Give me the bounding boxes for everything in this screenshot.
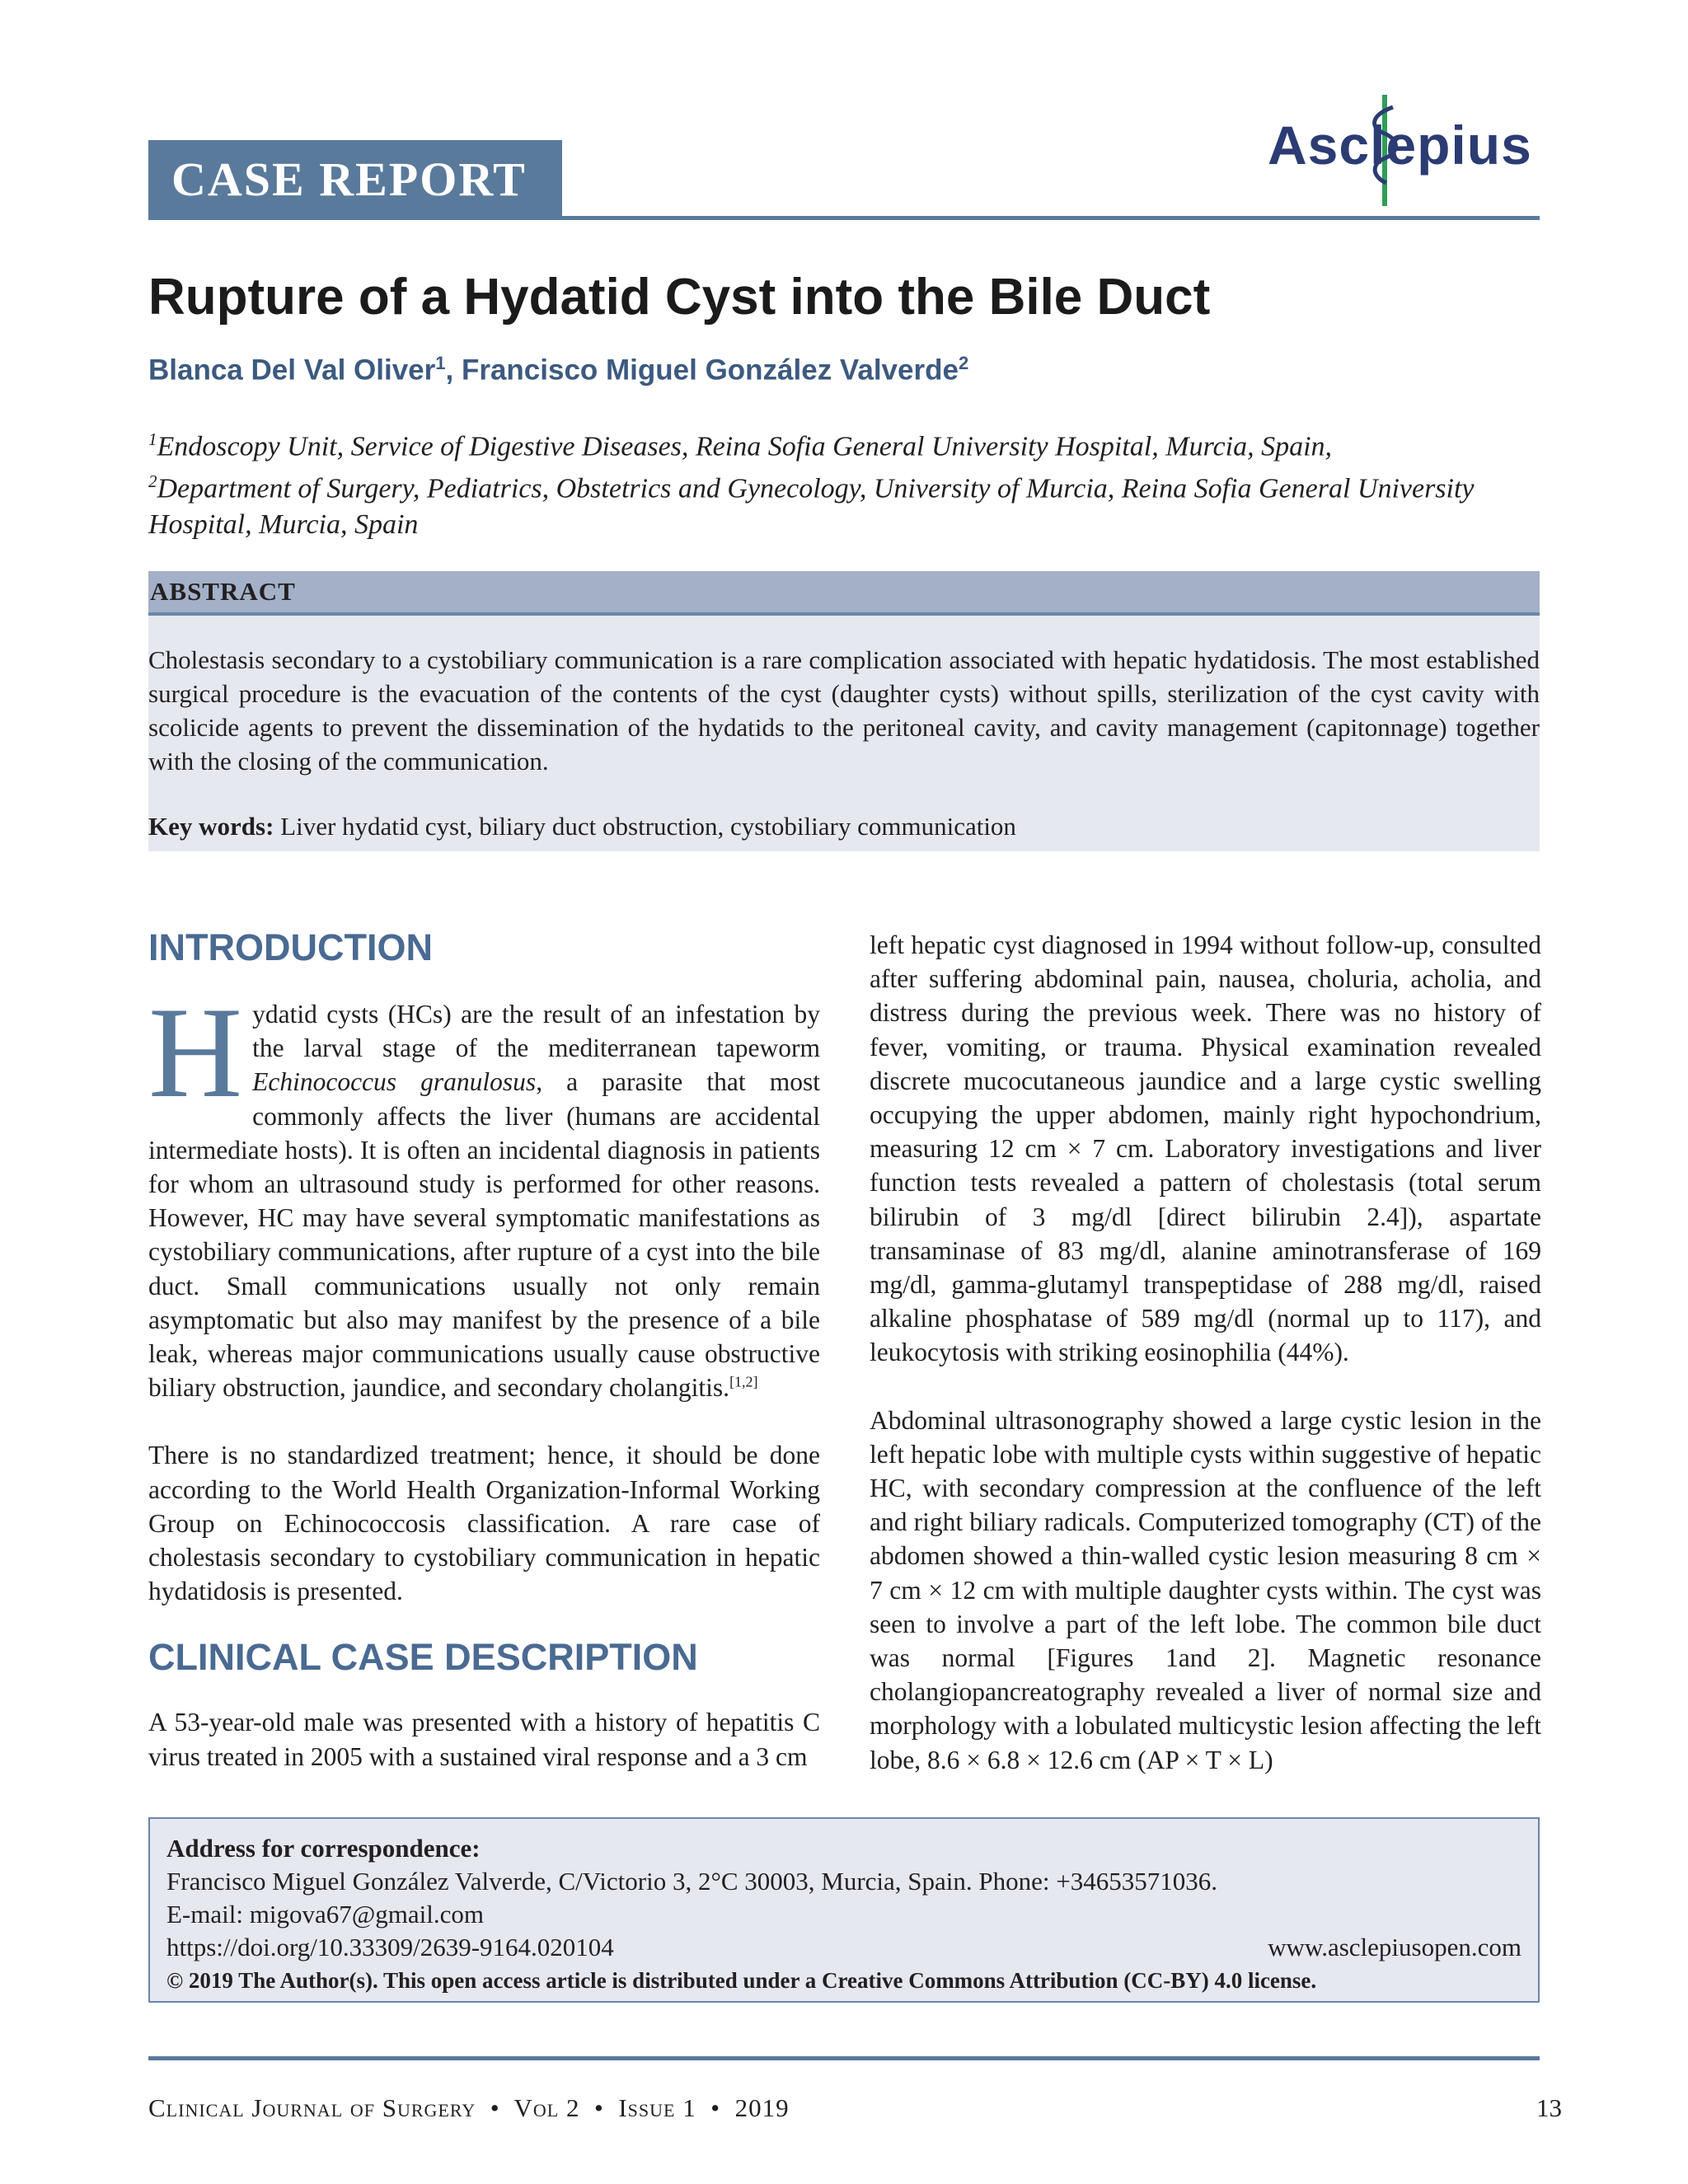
- logo-wordmark: Asclepius: [1268, 115, 1532, 176]
- abstract-heading: [148, 571, 1540, 612]
- clinical-paragraph: A 53-year-old male was presented with a history of hepatitis C virus treated in 2005 with a sustained viral response and a 3 cm: [148, 1708, 820, 1771]
- affiliation-text: Department of Surgery, Pediatrics, Obstetrics and Gynecology, University of Murcia, Reina Sofia General University Hospital, Murcia, Spain: [148, 473, 1475, 540]
- author-name: Francisco Miguel González Valverde: [461, 354, 959, 387]
- correspondence-links: [166, 1931, 1522, 1964]
- abstract-text: Cholestasis secondary to a cystobiliary communication is a rare complication associated with hepatic hydatidosis. The most established surgical procedure is the evacuation of the contents of the cyst (daughter cysts) without spills, sterilization of the cyst cavity with scolicide agents to prevent the dissemination of the hydatids to the peritoneal cavity, and cavity management (capitonnage) together with the closing of the communication.: [148, 645, 1540, 776]
- drop-cap: H: [148, 981, 243, 1125]
- correspondence-email[interactable]: E-mail: migova67@gmail.com: [166, 1900, 484, 1929]
- intro-text-b: , a parasite that most commonly affects the liver (humans are accidental intermediate hosts). It is often an incidental diagnosis in patients for whom an ultrasound study is performed for other reasons. However, HC may have several symptomatic manifestations as cystobiliary communications, after rupture of a cyst into the bile duct. Small communications usually not only remain asymptomatic but also may manifest by the presence of a bile leak, whereas major communications usually cause obstructive biliary obstruction, jaundice, and secondary cholangitis.: [148, 1067, 820, 1403]
- caduceus-icon: [1368, 91, 1401, 210]
- author-sup: 2: [958, 353, 969, 373]
- introduction-heading: INTRODUCTION: [148, 926, 433, 968]
- author-list: Blanca Del Val Oliver$^1$, Francisco Miguel González Valverde$^2$: [148, 353, 969, 387]
- left-column: [148, 923, 820, 1774]
- right-column: [870, 928, 1541, 1777]
- abstract-rule: [148, 612, 1540, 616]
- page-footer: [148, 2093, 1562, 2123]
- case-report-banner: [148, 140, 562, 218]
- clinical-paragraph-imaging: Abdominal ultrasonography showed a large cystic lesion in the left hepatic lobe with multiple cysts within suggestive of hepatic HC, with secondary compression at the confluence of the left and right biliary radicals. Computerized tomography (CT) of the abdomen showed a thin-walled cystic lesion measuring 8 cm × 7 cm × 12 cm with multiple daughter cysts within. The cyst was seen to involve a part of the left lobe. The common bile duct was normal [Figures 1and 2]. Magnetic resonance cholangiopancreatography revealed a liver of normal size and morphology with a lobulated multicystic lesion affecting the left lobe, 8.6 × 6.8 × 12.6 cm (AP × T × L): [870, 1405, 1541, 1774]
- clinical-heading: CLINICAL CASE DESCRIPTION: [148, 1636, 698, 1679]
- introduction-paragraph-2: There is no standardized treatment; hence, it should be done according to the World Health Organization-Informal Working Group on Echinococcosis classification. A rare case of cholestasis secondary to cystobiliary communication in hepatic hydatidosis is presented.: [148, 1441, 820, 1606]
- header-rule: [148, 216, 1540, 220]
- license-statement: © 2019 The Author(s). This open access article is distributed under a Creative Commons Attribution (CC-BY) 4.0 license.: [166, 1968, 1317, 1993]
- keywords-label: Key words:: [148, 812, 274, 841]
- intro-text-a: ydatid cysts (HCs) are the result of an infestation by the larval stage of the mediterranean tapeworm: [252, 1000, 820, 1063]
- author-name: Blanca Del Val Oliver: [148, 354, 436, 387]
- keywords-text: Liver hydatid cyst, biliary duct obstruction, cystobiliary communication: [280, 812, 1016, 841]
- affiliation-text: Endoscopy Unit, Service of Digestive Diseases, Reina Sofia General University Hospital, Murcia, Spain,: [157, 431, 1333, 462]
- footer-rule: [148, 2056, 1540, 2060]
- keywords: [148, 809, 1540, 843]
- clinical-paragraph-cont: left hepatic cyst diagnosed in 1994 without follow-up, consulted after suffering abdominal pain, nausea, choluria, acholia, and distress during the previous week. There was no history of fever, vomiting, or trauma. Physical examination revealed discrete mucocutaneous jaundice and a large cystic swelling occupying the upper abdomen, mainly right hypochondrium, measuring 12 cm × 7 cm. Laboratory investigations and liver function tests revealed a pattern of cholestasis (total serum bilirubin of 3 mg/dl [direct bilirubin 2.4]), aspartate transaminase of 83 mg/dl, alanine aminotransferase of 169 mg/dl, gamma-glutamyl transpeptidase of 288 mg/dl, raised alkaline phosphatase of 589 mg/dl (normal up to 117), and leukocytosis with striking eosinophilia (44%).: [870, 930, 1541, 1367]
- website-link[interactable]: www.asclepiusopen.com: [1268, 1933, 1522, 1961]
- affiliation-sup: 2: [148, 471, 157, 492]
- asclepius-logo: [1268, 91, 1548, 214]
- correspondence-address: Francisco Miguel González Valverde, C/Victorio 3, 2°C 30003, Murcia, Spain. Phone: +34653571036.: [166, 1867, 1217, 1896]
- author-sup: 1: [435, 353, 446, 373]
- article-title: Rupture of a Hydatid Cyst into the Bile Duct: [148, 269, 1211, 326]
- correspondence-heading: Address for correspondence:: [166, 1834, 481, 1863]
- citation: [1,2]: [729, 1373, 758, 1390]
- affiliations: [148, 422, 1541, 542]
- journal-info: Clinical Journal of Surgery • Vol 2 • Issue 1 • 2019: [148, 2093, 790, 2122]
- introduction-paragraph: [148, 981, 820, 1404]
- correspondence-box: [148, 1817, 1540, 2003]
- intro-species: Echinococcus granulosus: [252, 1067, 537, 1097]
- banner-label: CASE REPORT: [171, 152, 527, 206]
- abstract-heading-label: ABSTRACT: [150, 577, 296, 606]
- doi-link[interactable]: https://doi.org/10.33309/2639-9164.020104: [166, 1933, 614, 1961]
- affiliation-sup: 1: [148, 429, 157, 449]
- page-number: 13: [1536, 2093, 1562, 2122]
